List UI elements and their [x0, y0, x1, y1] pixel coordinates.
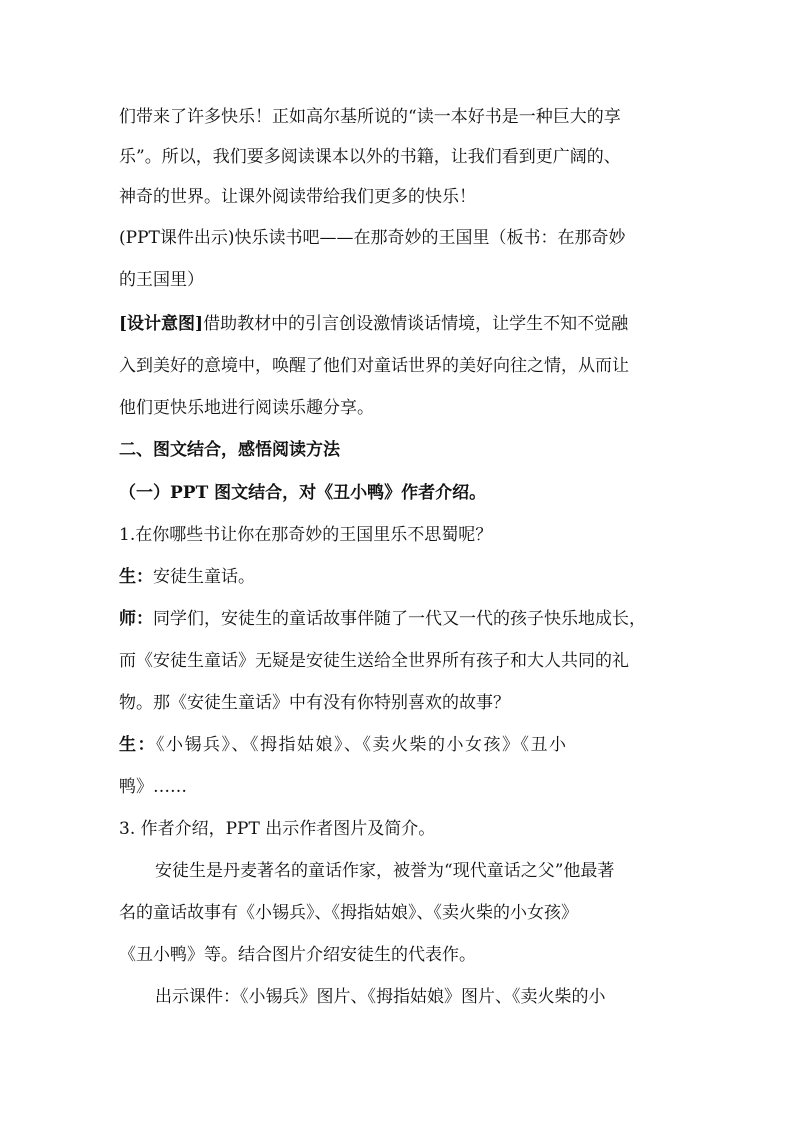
- student-label: 生：: [119, 735, 156, 755]
- body-line: 神奇的世界。让课外阅读带给我们更多的快乐！: [119, 187, 476, 207]
- body-line: 而《安徒生童话》无疑是安徒生送给全世界所有孩子和大人共同的礼: [119, 651, 629, 671]
- body-line: 鸭》……: [119, 777, 187, 797]
- teacher-line: [119, 607, 646, 631]
- body-line: 物。那《安徒生童话》中有没有你特别喜欢的故事？: [119, 693, 510, 713]
- question-line: 1.在你哪些书让你在那奇妙的王国里乐不思蜀呢？: [119, 525, 493, 545]
- paragraph-first-line: 安徒生是丹麦著名的童话作家，被誉为“现代童话之父”他最著: [155, 861, 615, 881]
- body-line: 他们更快乐地进行阅读乐趣分享。: [119, 398, 374, 418]
- student-answer-line: [119, 733, 568, 757]
- body-line: 乐”。所以，我们要多阅读课本以外的书籍，让我们看到更广阔的、: [119, 147, 621, 167]
- body-line: 们带来了许多快乐！正如高尔基所说的“读一本好书是一种巨大的享: [119, 107, 621, 127]
- subsection-heading: （一）PPT 图文结合，对《丑小鸭》作者介绍。: [119, 483, 487, 503]
- paragraph-first-line: 出示课件：《小锡兵》图片、《拇指姑娘》图片、《卖火柴的小: [155, 987, 606, 1007]
- teacher-label: 师：: [119, 609, 153, 629]
- teacher-text: 同学们，安徒生的童话故事伴随了一代又一代的孩子快乐地成长，: [153, 609, 646, 629]
- student-answer-line: [119, 565, 255, 589]
- body-line: 入到美好的意境中，唤醒了他们对童话世界的美好向往之情，从而让: [119, 356, 629, 376]
- student-label: 生：: [119, 567, 153, 587]
- numbered-line: 3. 作者介绍，PPT 出示作者图片及简介。: [119, 819, 436, 839]
- section-heading: 二、图文结合，感悟阅读方法: [119, 440, 340, 460]
- student-answer-text: 《小锡兵》、《拇指姑娘》、《卖火柴的小女孩》《丑小: [156, 735, 568, 755]
- design-intent-text: 借助教材中的引言创设激情谈话情境，让学生不知不觉融: [203, 314, 629, 334]
- body-line: 《丑小鸭》等。结合图片介绍安徒生的代表作。: [119, 945, 476, 965]
- body-line: (PPT课件出示)快乐读书吧——在那奇妙的王国里（板书：在那奇妙: [119, 228, 626, 248]
- body-line: 的王国里）: [119, 270, 204, 290]
- design-intent-line: [119, 312, 628, 336]
- body-line: 名的童话故事有《小锡兵》、《拇指姑娘》、《卖火柴的小女孩》: [119, 903, 578, 923]
- design-intent-label: [设计意图]: [119, 314, 204, 334]
- student-answer-text: 安徒生童话。: [153, 567, 255, 587]
